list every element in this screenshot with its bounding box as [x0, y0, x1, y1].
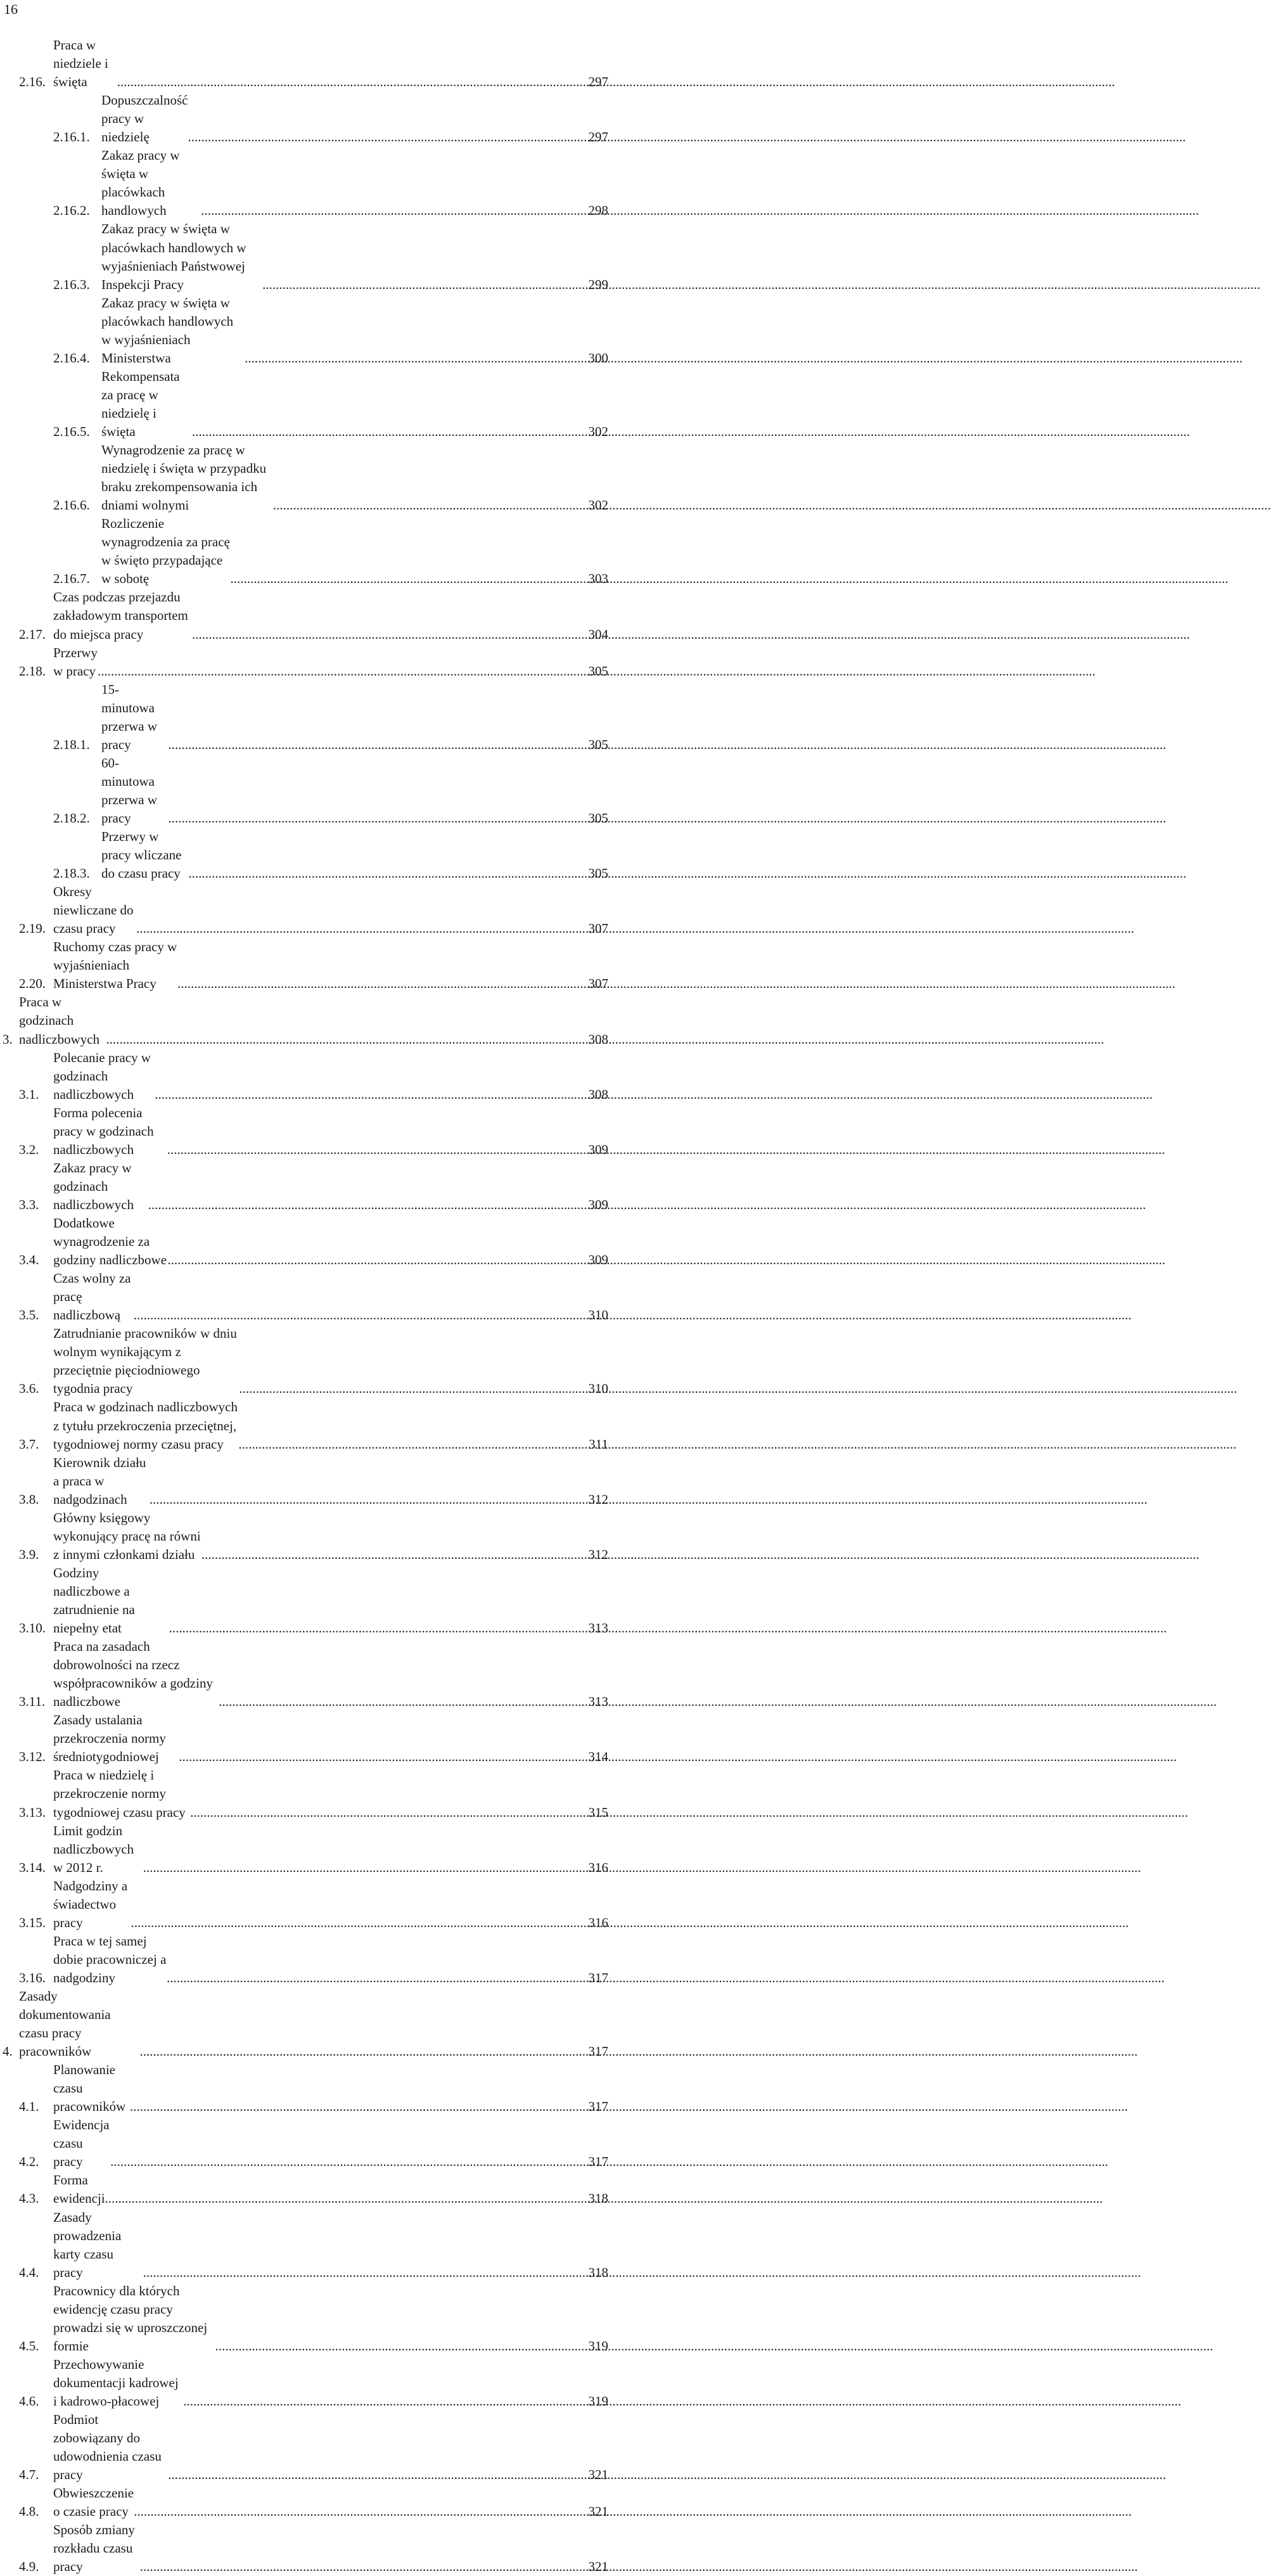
toc-entry[interactable] — [0, 1269, 608, 1324]
toc-entry-title-wrap — [101, 146, 578, 220]
toc-entry-title-wrap — [101, 754, 578, 828]
toc-entry-title-wrap — [53, 2521, 578, 2576]
toc-entry-title: Przechowywanie dokumentacji kadrowej i kadrowo-płacowej — [53, 2356, 179, 2409]
toc-dot-leader — [192, 625, 578, 644]
toc-entry-title: Limit godzin nadliczbowych w 2012 r. — [53, 1823, 134, 1875]
toc-dot-leader — [273, 496, 578, 515]
toc-entry-title: Forma ewidencji — [53, 2172, 105, 2207]
toc-entry-number: 2.16.6. — [53, 497, 90, 513]
toc-entry-page: 308 — [588, 1031, 608, 1047]
toc-entry-number: 2.17. — [19, 626, 46, 642]
toc-entry-title: Zakaz pracy w godzinach nadliczbowych — [53, 1160, 134, 1212]
toc-entry-title-wrap — [53, 1711, 578, 1766]
toc-entry[interactable] — [0, 1822, 608, 1877]
toc-entry-page: 303 — [588, 571, 608, 587]
toc-entry[interactable] — [0, 146, 608, 220]
toc-dot-leader — [168, 2466, 578, 2484]
toc-entry-number: 4.7. — [19, 2467, 39, 2483]
toc-entry[interactable] — [0, 883, 608, 938]
toc-entry-page: 297 — [588, 129, 608, 145]
toc-entry[interactable] — [0, 1324, 608, 1398]
toc-entry-title-wrap — [53, 1214, 578, 1269]
toc-entry-number: 2.16.7. — [53, 571, 90, 587]
toc-entry[interactable] — [0, 2484, 608, 2521]
toc-entry-page: 305 — [588, 810, 608, 826]
toc-entry-title: Czas wolny za pracę nadliczbową — [53, 1271, 131, 1323]
toc-entry[interactable] — [0, 1564, 608, 1637]
toc-entry-number: 3.9. — [19, 1546, 39, 1562]
toc-entry-title-wrap — [19, 1987, 578, 2061]
toc-entry-title-wrap — [53, 1324, 578, 1398]
toc-entry-title: Zasady dokumentowania czasu pracy pracowników — [19, 1988, 111, 2060]
toc-dot-leader — [155, 1086, 578, 1104]
toc-entry-number: 2.16.3. — [53, 276, 90, 292]
toc-entry-page: 316 — [588, 1859, 608, 1875]
toc-entry-title-wrap — [53, 2411, 578, 2484]
toc-entry-page: 307 — [588, 921, 608, 937]
toc-entry-page: 315 — [588, 1804, 608, 1820]
toc-entry-number: 3.14. — [19, 1859, 46, 1875]
toc-entry-title: Dopuszczalność pracy w niedzielę — [101, 93, 188, 145]
toc-entry-title-wrap — [53, 1159, 578, 1214]
toc-entry-title: Zatrudnianie pracowników w dniu wolnym wynikającym z przeciętnie pięciodniowego tygodnia pracy — [53, 1326, 237, 1397]
toc-entry-page: 318 — [588, 2191, 608, 2207]
toc-dot-leader — [188, 864, 578, 883]
toc-entry-title: Czas podczas przejazdu zakładowym transportem do miejsca pracy — [53, 589, 188, 642]
toc-dot-leader — [201, 1546, 578, 1564]
toc-entry-title: Zakaz pracy w święta w placówkach handlowych w wyjaśnieniach Ministerstwa — [101, 295, 234, 366]
toc-entry[interactable] — [0, 91, 608, 146]
toc-entry[interactable] — [0, 2116, 608, 2171]
toc-entry-title-wrap — [53, 1564, 578, 1637]
toc-entry-page: 309 — [588, 1196, 608, 1212]
toc-entry-number: 2.18. — [19, 663, 46, 679]
toc-entry-page: 310 — [588, 1381, 608, 1397]
toc-dot-leader — [245, 349, 578, 368]
toc-entry[interactable] — [0, 993, 608, 1048]
toc-entry[interactable] — [0, 2208, 608, 2282]
toc-entry-title-wrap — [53, 2061, 578, 2116]
toc-entry-number: 2.16.4. — [53, 350, 90, 366]
toc-entry-page: 305 — [588, 663, 608, 679]
toc-entry-number: 2.16. — [19, 74, 46, 90]
toc-entry-title-wrap — [53, 883, 578, 938]
toc-entry-number: 3.13. — [19, 1804, 46, 1820]
toc-entry-title-wrap — [53, 1049, 578, 1104]
toc-dot-leader — [188, 128, 578, 146]
toc-entry-title: 60-minutowa przerwa w pracy — [101, 755, 158, 826]
toc-entry-title-wrap — [101, 368, 578, 441]
toc-dot-leader — [117, 73, 578, 91]
toc-dot-leader — [167, 1251, 578, 1269]
toc-entry[interactable] — [0, 1987, 608, 2061]
toc-entry-title: Praca w godzinach nadliczbowych z tytułu przekroczenia przeciętnej, tygodniowej normy czasu pracy — [53, 1399, 238, 1452]
toc-entry-title-wrap — [53, 2355, 578, 2411]
toc-entry[interactable] — [0, 588, 608, 643]
toc-entry-page: 318 — [588, 2264, 608, 2280]
toc-entry-title-wrap — [101, 441, 578, 515]
toc-entry-title: Przerwy w pracy — [53, 644, 98, 679]
toc-entry-title: Forma polecenia pracy w godzinach nadliczbowych — [53, 1105, 154, 1157]
toc-entry-title-wrap — [53, 1877, 578, 1932]
toc-entry[interactable] — [0, 681, 608, 754]
toc-entry-page: 317 — [588, 2044, 608, 2060]
toc-entry-title: Planowanie czasu pracowników — [53, 2062, 126, 2115]
toc-entry[interactable] — [0, 2355, 608, 2411]
toc-entry-title-wrap — [53, 2484, 578, 2521]
toc-entry-title: Praca w godzinach nadliczbowych — [19, 994, 100, 1047]
toc-entry-number: 3.5. — [19, 1307, 39, 1323]
toc-entry-title-wrap — [53, 1637, 578, 1711]
toc-entry-page: 319 — [588, 2338, 608, 2354]
toc-entry-number: 3.1. — [19, 1086, 39, 1102]
toc-entry-number: 4.1. — [19, 2099, 39, 2115]
toc-dot-leader — [131, 1914, 578, 1932]
toc-dot-leader — [167, 1969, 578, 1987]
toc-entry-number: 4.4. — [19, 2264, 39, 2280]
toc-entry-title-wrap — [53, 1454, 578, 1509]
toc-entry-title: Godziny nadliczbowe a zatrudnienie na niepełny etat — [53, 1565, 135, 1636]
toc-entry-page: 310 — [588, 1307, 608, 1323]
toc-entry-page: 309 — [588, 1252, 608, 1268]
toc-entry[interactable] — [0, 1637, 608, 1711]
toc-entry-page: 300 — [588, 350, 608, 366]
toc-entry-number: 3.3. — [19, 1196, 39, 1212]
toc-entry-number: 2.18.2. — [53, 810, 90, 826]
toc-dot-leader — [238, 1435, 578, 1454]
toc-entry-number: 3.7. — [19, 1436, 39, 1452]
toc-entry-number: 3.10. — [19, 1620, 46, 1636]
toc-entry-title: Zasady ustalania przekroczenia normy średniotygodniowej — [53, 1712, 166, 1765]
toc-dot-leader — [177, 975, 578, 993]
toc-entry-number: 3.8. — [19, 1491, 39, 1507]
toc-entry-title-wrap — [101, 91, 578, 146]
toc-entry-title: Praca w tej samej dobie pracowniczej a nadgodziny — [53, 1933, 167, 1985]
toc-entry-page: 298 — [588, 203, 608, 219]
toc-entry-page: 308 — [588, 1086, 608, 1102]
toc-entry-page: 297 — [588, 74, 608, 90]
toc-dot-leader — [98, 662, 578, 681]
toc-entry[interactable] — [0, 1766, 608, 1821]
toc-entry-page: 311 — [589, 1436, 608, 1452]
toc-entry-title: Główny księgowy wykonujący pracę na równi z innymi członkami działu — [53, 1509, 201, 1562]
toc-entry-title-wrap — [101, 220, 578, 293]
toc-entry-number: 4.8. — [19, 2504, 39, 2520]
toc-entry-number: 3.2. — [19, 1141, 39, 1157]
toc-entry-page: 314 — [588, 1749, 608, 1765]
toc-entry-page: 305 — [588, 736, 608, 752]
toc-entry-page: 312 — [588, 1491, 608, 1507]
toc-dot-leader — [134, 2502, 578, 2521]
toc-entry[interactable] — [0, 2282, 608, 2355]
toc-entry[interactable] — [0, 36, 608, 91]
toc-entry-page: 302 — [588, 423, 608, 439]
toc-entry-page: 299 — [588, 276, 608, 292]
toc-entry-page: 317 — [588, 2099, 608, 2115]
toc-entry-title: Ruchomy czas pracy w wyjaśnieniach Ministerstwa Pracy — [53, 939, 177, 992]
toc-entry-title: 15-minutowa przerwa w pracy — [101, 681, 158, 752]
toc-entry-number: 3.4. — [19, 1252, 39, 1268]
page-number: 16 — [4, 1, 18, 17]
toc-entry-title: Praca w niedziele i święta — [53, 37, 108, 90]
toc-dot-leader — [262, 276, 578, 294]
toc-entry-title-wrap — [53, 2282, 578, 2355]
toc-entry-page: 302 — [588, 497, 608, 513]
toc-entry-title: Praca na zasadach dobrowolności na rzecz współpracowników a godziny nadliczbowe — [53, 1639, 213, 1710]
toc-entry[interactable] — [0, 1509, 608, 1564]
toc-entry-title-wrap — [53, 1398, 578, 1453]
toc-entry[interactable] — [0, 1214, 608, 1269]
toc-entry[interactable] — [0, 515, 608, 588]
toc-dot-leader — [190, 1804, 578, 1822]
toc-dot-leader — [106, 1030, 578, 1049]
toc-dot-leader — [192, 423, 578, 441]
toc-entry[interactable] — [0, 828, 608, 883]
table-of-contents — [0, 36, 608, 2576]
toc-dot-leader — [110, 2153, 578, 2171]
toc-entry[interactable] — [0, 1877, 608, 1932]
toc-entry-title: Ewidencja czasu pracy — [53, 2117, 110, 2170]
toc-entry-page: 321 — [588, 2504, 608, 2520]
toc-entry-number: 4.5. — [19, 2338, 39, 2354]
toc-entry-number: 2.16.1. — [53, 129, 90, 145]
toc-entry-page: 317 — [588, 2154, 608, 2170]
toc-entry-title: Kierownik działu a praca w nadgodzinach — [53, 1454, 146, 1507]
toc-entry-page: 309 — [588, 1141, 608, 1157]
toc-entry-title-wrap — [19, 993, 578, 1048]
toc-dot-leader — [139, 2042, 578, 2061]
toc-entry-title: Okresy niewliczane do czasu pracy — [53, 884, 134, 937]
toc-entry-title-wrap — [53, 938, 578, 993]
toc-entry[interactable] — [0, 368, 608, 441]
toc-entry-number: 4.3. — [19, 2191, 39, 2207]
toc-entry-title-wrap — [101, 515, 578, 588]
toc-entry[interactable] — [0, 220, 608, 293]
toc-entry-title-wrap — [53, 2171, 578, 2208]
toc-entry-title-wrap — [53, 36, 578, 91]
toc-dot-leader — [239, 1380, 578, 1398]
toc-dot-leader — [201, 202, 578, 220]
toc-entry-number: 4.2. — [19, 2154, 39, 2170]
toc-dot-leader — [167, 1141, 578, 1159]
toc-dot-leader — [105, 2189, 578, 2208]
toc-entry-number: 2.18.3. — [53, 866, 90, 881]
toc-entry-title-wrap — [101, 681, 578, 754]
toc-entry-title-wrap — [53, 1932, 578, 1987]
toc-entry-number: 3.16. — [19, 1970, 46, 1985]
toc-entry-page: 317 — [588, 1970, 608, 1985]
toc-entry-number: 4.6. — [19, 2393, 39, 2409]
toc-entry-number: 2.19. — [19, 921, 46, 937]
toc-entry-title-wrap — [53, 588, 578, 643]
toc-entry-title: Podmiot zobowiązany do udowodnienia czasu pracy — [53, 2412, 162, 2483]
toc-entry[interactable] — [0, 1049, 608, 1104]
toc-entry-title: Nadgodziny a świadectwo pracy — [53, 1878, 128, 1930]
toc-entry-title-wrap — [53, 1104, 578, 1159]
toc-entry-number: 4.9. — [19, 2559, 39, 2575]
toc-entry-page: 313 — [588, 1694, 608, 1710]
toc-entry-number: 2.20. — [19, 976, 46, 992]
toc-entry-title: Wynagrodzenie za pracę w niedzielę i święta w przypadku braku zrekompensowania ich dniami wolnymi — [101, 442, 267, 513]
toc-entry-title: Pracownicy dla których ewidencję czasu pracy prowadzi się w uproszczonej formie — [53, 2283, 208, 2354]
toc-entry-title: Rozliczenie wynagrodzenia za pracę w święto przypadające w sobotę — [101, 516, 230, 587]
toc-entry-title-wrap — [53, 1509, 578, 1564]
toc-entry-title: Sposób zmiany rozkładu czasu pracy — [53, 2522, 135, 2575]
toc-entry-title-wrap — [53, 1269, 578, 1324]
toc-entry-title: Polecanie pracy w godzinach nadliczbowych — [53, 1049, 151, 1102]
toc-dot-leader — [230, 570, 578, 588]
toc-entry-page: 321 — [588, 2559, 608, 2575]
toc-entry[interactable] — [0, 2521, 608, 2576]
toc-entry[interactable] — [0, 1159, 608, 1214]
toc-dot-leader — [215, 2337, 578, 2355]
toc-entry[interactable] — [0, 1932, 608, 1987]
toc-entry-title-wrap — [53, 1766, 578, 1821]
toc-entry-title: Praca w niedzielę i przekroczenie normy tygodniowej czasu pracy — [53, 1767, 186, 1820]
toc-entry-page: 321 — [588, 2467, 608, 2483]
toc-entry-number: 2.18.1. — [53, 736, 90, 752]
toc-entry-number: 2.16.2. — [53, 203, 90, 219]
toc-entry-title-wrap — [101, 828, 578, 883]
toc-entry-number: 3.12. — [19, 1749, 46, 1765]
toc-dot-leader — [219, 1693, 578, 1711]
toc-dot-leader — [130, 2098, 578, 2116]
toc-entry[interactable] — [0, 1398, 608, 1453]
toc-entry-page: 305 — [588, 866, 608, 881]
toc-entry-title: Zasady prowadzenia karty czasu pracy — [53, 2209, 122, 2280]
toc-entry-page: 312 — [588, 1546, 608, 1562]
toc-dot-leader — [136, 920, 578, 938]
toc-entry-title-wrap — [53, 2208, 578, 2282]
toc-entry[interactable] — [0, 2171, 608, 2208]
toc-dot-leader — [150, 1490, 578, 1509]
toc-dot-leader — [169, 1619, 578, 1637]
toc-entry-title-wrap — [53, 2116, 578, 2171]
toc-entry[interactable] — [0, 2061, 608, 2116]
toc-dot-leader — [183, 2392, 578, 2411]
toc-dot-leader — [134, 1306, 578, 1324]
toc-dot-leader — [169, 736, 578, 754]
toc-entry[interactable] — [0, 294, 608, 368]
toc-entry-title: Obwieszczenie o czasie pracy — [53, 2485, 134, 2520]
toc-entry-title: Zakaz pracy w święta w placówkach handlowych w wyjaśnieniach Państwowej Inspekcji Pracy — [101, 221, 246, 292]
toc-entry-page: 319 — [588, 2393, 608, 2409]
toc-entry-page: 313 — [588, 1620, 608, 1636]
toc-entry-title: Przerwy w pracy wliczane do czasu pracy — [101, 829, 182, 881]
toc-entry-number: 3.11. — [19, 1694, 46, 1710]
toc-entry-title-wrap — [101, 294, 578, 368]
toc-entry-number: 3. — [3, 1031, 13, 1047]
toc-entry-page: 307 — [588, 976, 608, 992]
toc-entry[interactable] — [0, 1454, 608, 1509]
toc-entry[interactable] — [0, 2411, 608, 2484]
toc-dot-leader — [140, 2558, 578, 2576]
toc-entry-title-wrap — [53, 1822, 578, 1877]
toc-entry[interactable] — [0, 1104, 608, 1159]
toc-entry-title: Rekompensata za pracę w niedzielę i święta — [101, 368, 180, 439]
toc-entry-title: Zakaz pracy w święta w placówkach handlowych — [101, 148, 180, 219]
toc-dot-leader — [169, 809, 578, 828]
toc-entry-title-wrap — [53, 644, 578, 681]
toc-entry[interactable] — [0, 441, 608, 515]
toc-dot-leader — [143, 2264, 578, 2282]
toc-dot-leader — [179, 1748, 578, 1766]
toc-entry-page: 304 — [588, 626, 608, 642]
toc-entry-number: 2.16.5. — [53, 423, 90, 439]
toc-entry-number: 3.6. — [19, 1381, 39, 1397]
toc-entry[interactable] — [0, 644, 608, 681]
toc-entry[interactable] — [0, 754, 608, 828]
toc-entry[interactable] — [0, 938, 608, 993]
toc-entry-number: 4. — [3, 2044, 13, 2060]
toc-entry-page: 316 — [588, 1914, 608, 1930]
toc-entry-title: Dodatkowe wynagrodzenie za godziny nadliczbowe — [53, 1215, 167, 1268]
toc-dot-leader — [148, 1196, 578, 1214]
toc-entry[interactable] — [0, 1711, 608, 1766]
toc-dot-leader — [143, 1859, 578, 1877]
toc-entry-number: 3.15. — [19, 1914, 46, 1930]
